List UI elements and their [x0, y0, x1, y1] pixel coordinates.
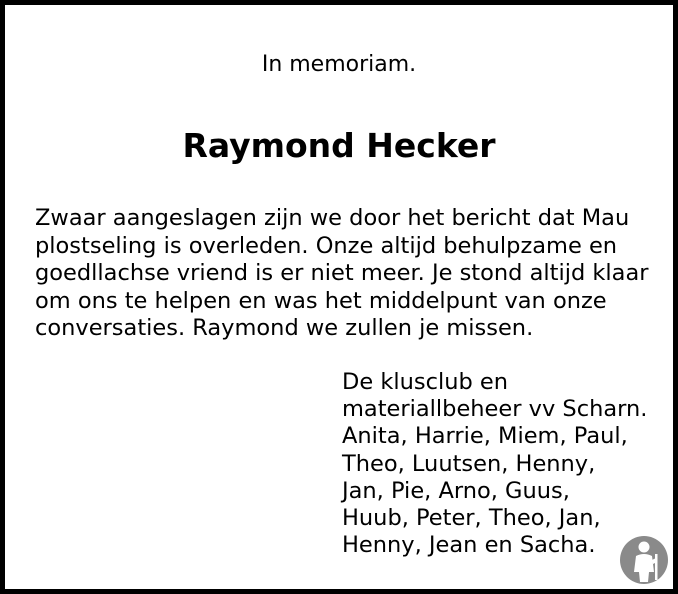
body-line: goedllachse vriend is er niet meer. Je stond altijd klaar — [35, 260, 649, 286]
emblem-head — [639, 542, 650, 553]
signature-line: Anita, Harrie, Miem, Paul, — [342, 423, 628, 450]
signature-block — [342, 369, 647, 559]
signature-line: Henny, Jean en Sacha. — [342, 532, 596, 559]
intro-text: In memoriam. — [261, 52, 417, 77]
signature-line: De klusclub en — [342, 369, 509, 395]
deceased-name: Raymond Hecker — [182, 126, 496, 165]
memorial-figure-icon-graphic — [619, 534, 669, 586]
signature-line: Jan, Pie, Arno, Guus, — [342, 477, 570, 504]
memorial-figure-icon — [619, 534, 669, 586]
body-line: Zwaar aangeslagen zijn we door het bericht dat Mau — [35, 205, 630, 231]
emblem-staff — [655, 554, 658, 580]
signature-line: materiallbeheer vv Scharn. — [342, 396, 648, 423]
body-line: om ons te helpen en was het middelpunt van onze — [35, 287, 607, 314]
notice-body — [35, 205, 655, 343]
signature-line: Huub, Peter, Theo, Jan, — [342, 505, 601, 532]
body-line: conversaties. Raymond we zullen je missen. — [35, 315, 534, 341]
signature-line: Theo, Luutsen, Henny, — [342, 450, 596, 477]
body-line: plostseling is overleden. Onze altijd behulpzame en — [35, 232, 618, 259]
